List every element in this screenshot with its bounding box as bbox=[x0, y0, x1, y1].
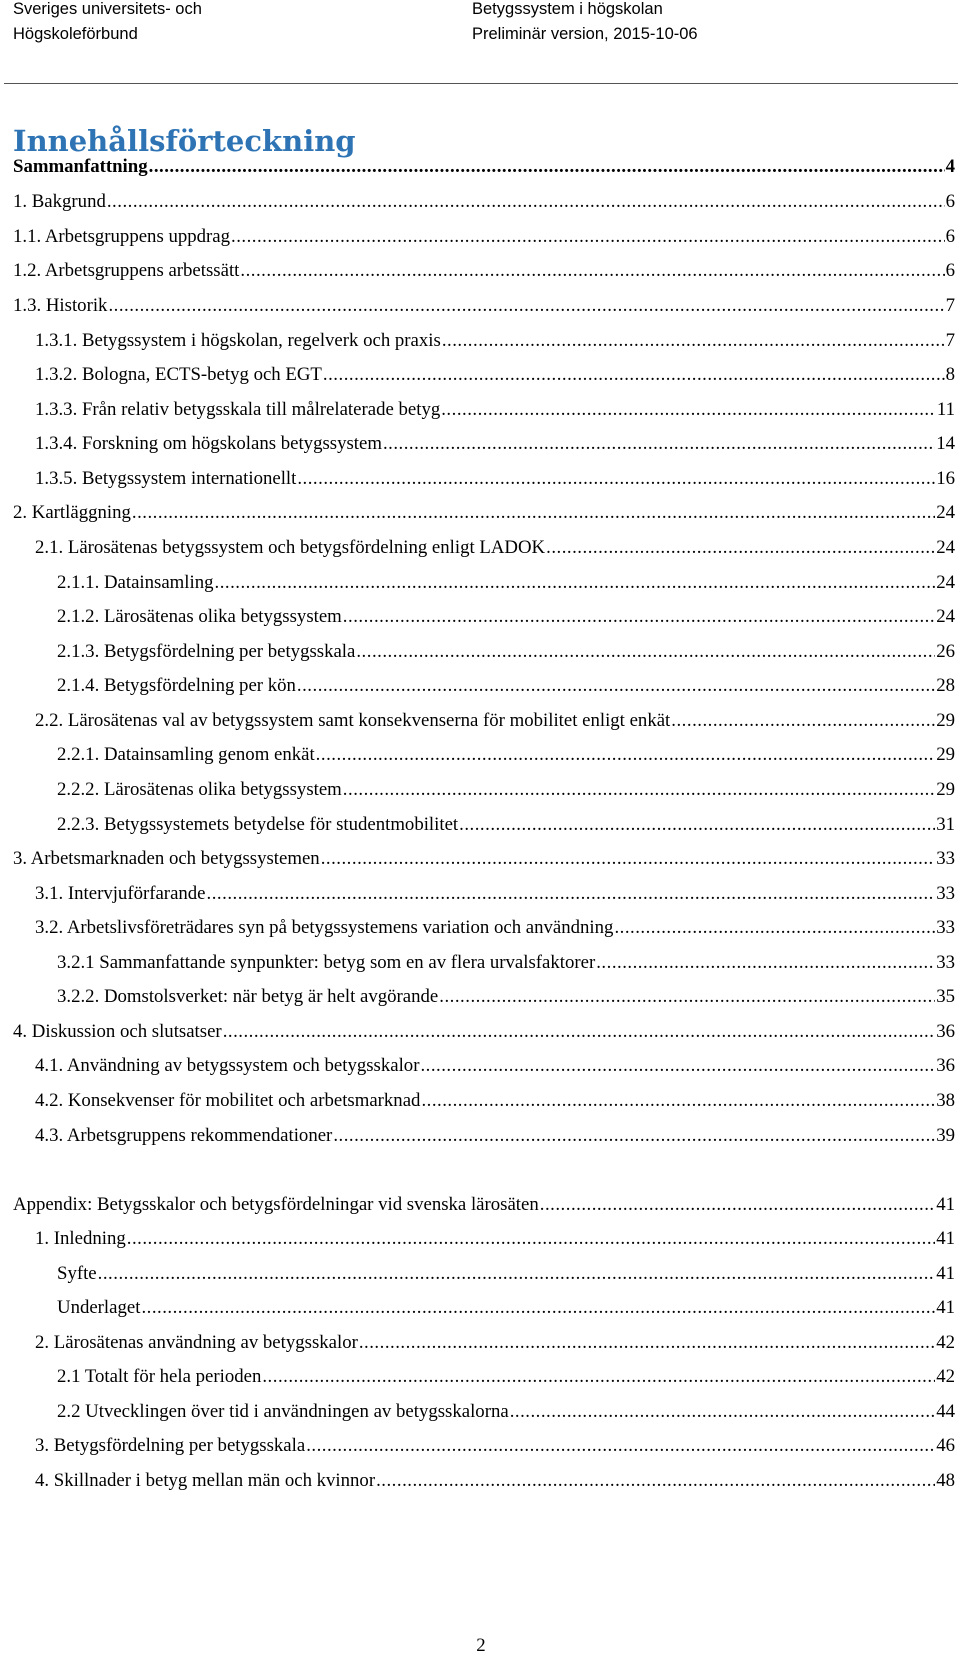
toc-entry-label: 4. Diskussion och slutsatser bbox=[13, 1021, 222, 1042]
toc-leader-dots bbox=[231, 223, 945, 251]
toc-entry[interactable] bbox=[13, 603, 955, 631]
toc-entry-label: 2.1.3. Betygsfördelning per betygsskala bbox=[57, 641, 356, 662]
toc-entry-label: 2.1.4. Betygsfördelning per kön bbox=[57, 675, 296, 696]
header-doc-title: Betygssystem i högskolan bbox=[472, 0, 663, 18]
header-org-line2: Högskoleförbund bbox=[13, 25, 138, 43]
toc-leader-dots bbox=[323, 361, 945, 389]
toc-entry-page: 41 bbox=[936, 1297, 955, 1318]
toc-leader-dots bbox=[297, 672, 935, 700]
toc-entry[interactable] bbox=[13, 188, 955, 216]
toc-entry[interactable] bbox=[13, 1260, 955, 1288]
toc-leader-dots bbox=[262, 1363, 935, 1391]
toc-entry-label: 1.2. Arbetsgruppens arbetssätt bbox=[13, 260, 240, 281]
toc-entry[interactable] bbox=[13, 292, 955, 320]
toc-entry-label: 3.2. Arbetslivsföreträdares syn på betygssystemens variation och användning bbox=[35, 917, 614, 938]
toc-entry[interactable] bbox=[13, 1018, 955, 1046]
toc-leader-dots bbox=[359, 1329, 935, 1357]
toc-leader-dots bbox=[108, 292, 944, 320]
toc-entry-label: 2.2. Lärosätenas val av betygssystem samt konsekvenserna för mobilitet enligt enkät bbox=[35, 710, 671, 731]
toc-leader-dots bbox=[442, 327, 945, 355]
toc-leader-dots bbox=[383, 430, 935, 458]
toc-entry[interactable] bbox=[13, 707, 955, 735]
toc-entry-page: 29 bbox=[936, 779, 955, 800]
toc-entry[interactable] bbox=[13, 983, 955, 1011]
toc-entry-label: 3. Arbetsmarknaden och betygssystemen bbox=[13, 848, 320, 869]
toc-entry-label: 1.1. Arbetsgruppens uppdrag bbox=[13, 226, 230, 247]
toc-entry-label: Underlaget bbox=[57, 1297, 141, 1318]
toc-entry-label: Appendix: Betygsskalor och betygsfördelningar vid svenska lärosäten bbox=[13, 1194, 539, 1215]
toc-entry-label: 1.3.2. Bologna, ECTS-betyg och EGT bbox=[35, 364, 322, 385]
toc-entry-page: 33 bbox=[936, 952, 955, 973]
toc-entry-page: 26 bbox=[936, 641, 955, 662]
toc-heading: Innehållsförteckning bbox=[13, 124, 356, 158]
toc-entry[interactable] bbox=[13, 1398, 955, 1426]
toc-leader-dots bbox=[343, 603, 935, 631]
toc-entry-label: 4.1. Användning av betygssystem och betygsskalor bbox=[35, 1055, 420, 1076]
toc-leader-dots bbox=[614, 914, 935, 942]
toc-entry[interactable] bbox=[13, 430, 955, 458]
toc-entry[interactable] bbox=[13, 361, 955, 389]
toc-entry[interactable] bbox=[13, 914, 955, 942]
toc-entry-page: 6 bbox=[945, 191, 955, 212]
page-header bbox=[0, 0, 960, 86]
toc-entry-label: 2. Lärosätenas användning av betygsskalor bbox=[35, 1332, 358, 1353]
toc-entry-page: 24 bbox=[936, 502, 955, 523]
toc-entry-label: 1.3.1. Betygssystem i högskolan, regelverk och praxis bbox=[35, 330, 441, 351]
toc-entry-label: 1.3.5. Betygssystem internationellt bbox=[35, 468, 297, 489]
toc-entry-page: 7 bbox=[945, 330, 955, 351]
toc-leader-dots bbox=[297, 465, 935, 493]
toc-entry-label: 1.3. Historik bbox=[13, 295, 108, 316]
toc-entry[interactable] bbox=[13, 465, 955, 493]
toc-entry[interactable] bbox=[13, 396, 955, 424]
toc-entry-page: 6 bbox=[945, 226, 955, 247]
toc-leader-dots bbox=[149, 153, 945, 181]
toc-entry-label: 1.3.3. Från relativ betygsskala till målrelaterade betyg bbox=[35, 399, 441, 420]
header-org-line1: Sveriges universitets- och bbox=[13, 0, 202, 18]
toc-entry[interactable] bbox=[13, 811, 955, 839]
toc-entry-page: 39 bbox=[936, 1125, 955, 1146]
toc-entry[interactable] bbox=[13, 153, 955, 181]
toc-entry-label: 4. Skillnader i betyg mellan män och kvinnor bbox=[35, 1470, 376, 1491]
toc-entry-page: 24 bbox=[936, 572, 955, 593]
toc-entry-label: 1.3.4. Forskning om högskolans betygssystem bbox=[35, 433, 382, 454]
toc-entry-page: 33 bbox=[936, 883, 955, 904]
toc-entry-page: 24 bbox=[936, 606, 955, 627]
toc-entry-label: 4.2. Konsekvenser för mobilitet och arbetsmarknad bbox=[35, 1090, 421, 1111]
toc-entry-label: 3.2.2. Domstolsverket: när betyg är helt avgörande bbox=[57, 986, 439, 1007]
toc-entry-page: 36 bbox=[936, 1021, 955, 1042]
toc-entry[interactable] bbox=[13, 223, 955, 251]
toc-entry[interactable] bbox=[13, 257, 955, 285]
toc-entry-page: 35 bbox=[936, 986, 955, 1007]
toc-entry-page: 38 bbox=[936, 1090, 955, 1111]
toc-leader-dots bbox=[141, 1294, 935, 1322]
toc-entry-page: 33 bbox=[936, 848, 955, 869]
toc-leader-dots bbox=[215, 569, 936, 597]
toc-entry-page: 29 bbox=[936, 744, 955, 765]
toc-leader-dots bbox=[510, 1398, 936, 1426]
toc-entry-page: 11 bbox=[936, 399, 955, 420]
toc-entry-label: 2.2.2. Lärosätenas olika betygssystem bbox=[57, 779, 342, 800]
toc-leader-dots bbox=[132, 499, 935, 527]
toc-entry[interactable] bbox=[13, 499, 955, 527]
toc-entry[interactable] bbox=[13, 1191, 955, 1219]
toc-entry-page: 6 bbox=[945, 260, 955, 281]
toc-entry-page: 28 bbox=[936, 675, 955, 696]
header-divider bbox=[4, 83, 958, 84]
toc-entry-page: 48 bbox=[936, 1470, 955, 1491]
toc-leader-dots bbox=[356, 638, 935, 666]
toc-leader-dots bbox=[343, 776, 935, 804]
toc-entry-page: 14 bbox=[936, 433, 955, 454]
toc-entry-page: 24 bbox=[936, 537, 955, 558]
toc-entry[interactable] bbox=[13, 1087, 955, 1115]
toc-leader-dots bbox=[439, 983, 935, 1011]
toc-entry-label: 3.1. Intervjuförfarande bbox=[35, 883, 206, 904]
toc-entry-label: 2.1.2. Lärosätenas olika betygssystem bbox=[57, 606, 342, 627]
toc-leader-dots bbox=[420, 1052, 935, 1080]
toc-leader-dots bbox=[223, 1018, 936, 1046]
toc-leader-dots bbox=[316, 741, 936, 769]
toc-entry-page: 42 bbox=[936, 1332, 955, 1353]
toc-entry-page: 44 bbox=[936, 1401, 955, 1422]
toc-entry[interactable] bbox=[13, 569, 955, 597]
toc-entry-page: 42 bbox=[936, 1366, 955, 1387]
toc-entry-page: 7 bbox=[945, 295, 955, 316]
toc-entry[interactable] bbox=[13, 1329, 955, 1357]
toc-entry-label: 2.1. Lärosätenas betygssystem och betygsfördelning enligt LADOK bbox=[35, 537, 546, 558]
toc-leader-dots bbox=[107, 188, 945, 216]
toc-entry[interactable] bbox=[13, 741, 955, 769]
toc-leader-dots bbox=[441, 396, 936, 424]
toc-entry[interactable] bbox=[13, 1363, 955, 1391]
toc-entry-page: 36 bbox=[936, 1055, 955, 1076]
toc-entry[interactable] bbox=[13, 949, 955, 977]
toc-entry[interactable] bbox=[13, 1294, 955, 1322]
toc-leader-dots bbox=[459, 811, 935, 839]
toc-leader-dots bbox=[240, 257, 944, 285]
toc-entry-label: 2. Kartläggning bbox=[13, 502, 131, 523]
toc-entry-label: 2.1.1. Datainsamling bbox=[57, 572, 214, 593]
toc-entry[interactable] bbox=[13, 1052, 955, 1080]
toc-entry-label: Sammanfattning bbox=[13, 156, 148, 177]
toc-leader-dots bbox=[671, 707, 935, 735]
toc-leader-dots bbox=[421, 1087, 935, 1115]
toc-leader-dots bbox=[546, 534, 935, 562]
toc-entry-page: 31 bbox=[936, 814, 955, 835]
header-document-info bbox=[472, 0, 698, 47]
toc-leader-dots bbox=[98, 1260, 936, 1288]
toc-entry-label: 3.2.1 Sammanfattande synpunkter: betyg som en av flera urvalsfaktorer bbox=[57, 952, 596, 973]
toc-entry-label: 2.2.3. Betygssystemets betydelse för studentmobilitet bbox=[57, 814, 459, 835]
toc-entry[interactable] bbox=[13, 1432, 955, 1460]
toc-entry[interactable] bbox=[13, 672, 955, 700]
toc-entry-page: 46 bbox=[936, 1435, 955, 1456]
toc-entry-page: 4 bbox=[945, 156, 955, 177]
toc-entry-page: 16 bbox=[936, 468, 955, 489]
toc-entry-label: 2.2 Utvecklingen över tid i användningen av betygsskalorna bbox=[57, 1401, 509, 1422]
toc-entry[interactable] bbox=[13, 1467, 955, 1495]
toc-entry-label: 3. Betygsfördelning per betygsskala bbox=[35, 1435, 306, 1456]
toc-entry-page: 41 bbox=[936, 1194, 955, 1215]
toc-leader-dots bbox=[596, 949, 935, 977]
toc-entry-label: 2.1 Totalt för hela perioden bbox=[57, 1366, 262, 1387]
toc-leader-dots bbox=[333, 1122, 935, 1150]
toc-entry-page: 33 bbox=[936, 917, 955, 938]
header-organization bbox=[13, 0, 202, 47]
toc-leader-dots bbox=[540, 1191, 935, 1219]
toc-entry-label: Syfte bbox=[57, 1263, 97, 1284]
toc-entry[interactable] bbox=[13, 1225, 955, 1253]
toc-entry-label: 4.3. Arbetsgruppens rekommendationer bbox=[35, 1125, 333, 1146]
toc-entry-page: 41 bbox=[936, 1263, 955, 1284]
toc-entry-label: 2.2.1. Datainsamling genom enkät bbox=[57, 744, 315, 765]
toc-leader-dots bbox=[127, 1225, 935, 1253]
toc-leader-dots bbox=[321, 845, 936, 873]
page-number: 2 bbox=[476, 1635, 486, 1656]
toc-entry-page: 41 bbox=[936, 1228, 955, 1249]
toc-entry[interactable] bbox=[13, 880, 955, 908]
toc-leader-dots bbox=[376, 1467, 935, 1495]
toc-entry[interactable] bbox=[13, 327, 955, 355]
header-doc-version: Preliminär version, 2015-10-06 bbox=[472, 25, 698, 43]
toc-entry[interactable] bbox=[13, 776, 955, 804]
toc-entry-page: 29 bbox=[936, 710, 955, 731]
toc-entry[interactable] bbox=[13, 845, 955, 873]
toc-entry-label: 1. Bakgrund bbox=[13, 191, 106, 212]
toc-entry[interactable] bbox=[13, 534, 955, 562]
toc-leader-dots bbox=[207, 880, 936, 908]
toc-entry-label: 1. Inledning bbox=[35, 1228, 126, 1249]
toc-entry[interactable] bbox=[13, 1122, 955, 1150]
toc-entry[interactable] bbox=[13, 638, 955, 666]
toc-leader-dots bbox=[306, 1432, 935, 1460]
toc-entry-page: 8 bbox=[945, 364, 955, 385]
